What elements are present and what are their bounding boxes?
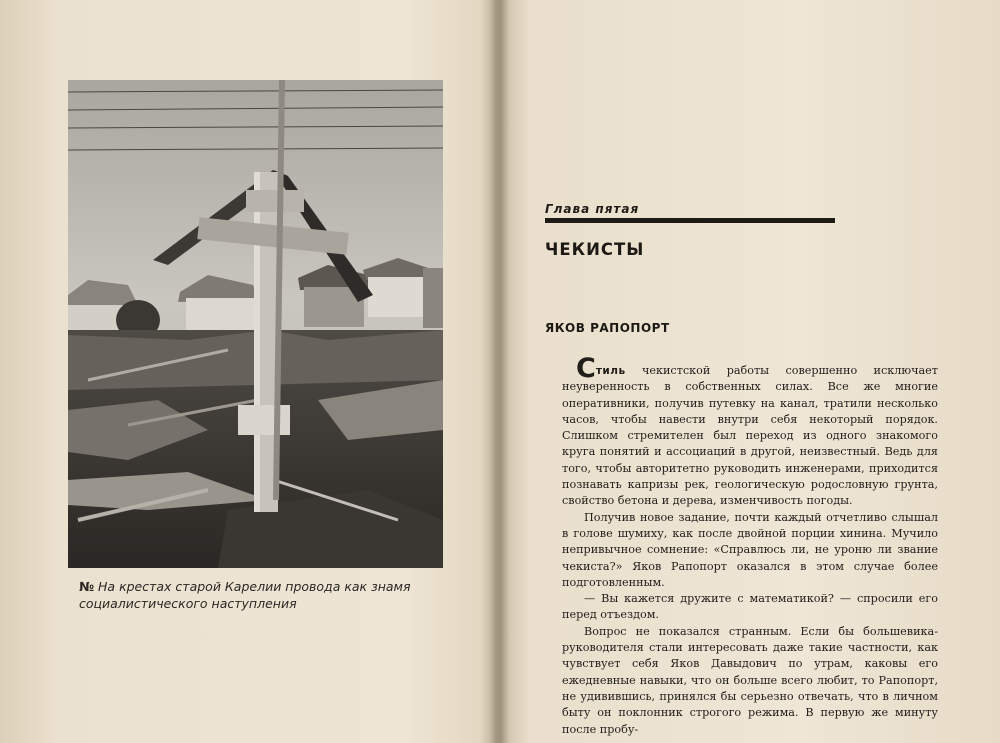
paragraph-1 — [562, 353, 938, 510]
paragraph-2: Получив новое задание, почти каждый отчетливо слышал в голове шумиху, как после двойной порции хинина. Мучило непривычное сомнение: «Справлюсь ли, не уроню ли звание чекиста?» Яков Рапопорт оказался в этом случае более подготовленным. — [562, 510, 938, 589]
chapter-title: ЧЕКИСТЫ — [545, 240, 645, 259]
dropcap: С — [576, 353, 596, 384]
left-page — [0, 0, 497, 743]
paragraph-1-text: чекистской работы совершенно исключает неуверенность в собственных силах. Все же многие оперативники, получив путевку на канал, тратили несколько часов, чтобы навести внутри себя некоторый порядок. Слишком стремителен был переход из одного знакомого круга понятий и ассоциаций в другой, неизвестный. Ведь для того, чтобы авторитетно руководить инженерами, приходится познавать капризы рек, геологическую родословную грунта, свойство бетона и дерева, изменчивость погоды. — [562, 364, 938, 508]
first-word-rest: тиль — [595, 365, 626, 377]
caption-text: На крестах старой Карелии провода как знамя социалистического наступления — [79, 579, 411, 611]
paragraph-4: Вопрос не показался странным. Если бы большевика-руководителя стали интересовать даже такие частности, как чувствует себя Яков Давыдович по утрам, каковы его ежедневные навыки, что он больше всего любит, то Рапопорт, не удивившись, принялся бы серьезно отвечать, что в личном быту он поклонник строгого режима. В первую же минуту после пробу- — [562, 624, 938, 736]
paragraph-3: — Вы кажется дружите с математикой? — спросили его перед отъездом. — [562, 592, 938, 622]
caption-mark: № — [79, 579, 95, 594]
chapter-rule — [545, 218, 835, 223]
photo-caption — [79, 578, 449, 612]
photo-wooden-cross — [68, 80, 443, 568]
chapter-label: Глава пятая — [545, 202, 640, 216]
chapter-body — [562, 353, 938, 738]
section-title: ЯКОВ РАПОПОРТ — [545, 321, 670, 335]
